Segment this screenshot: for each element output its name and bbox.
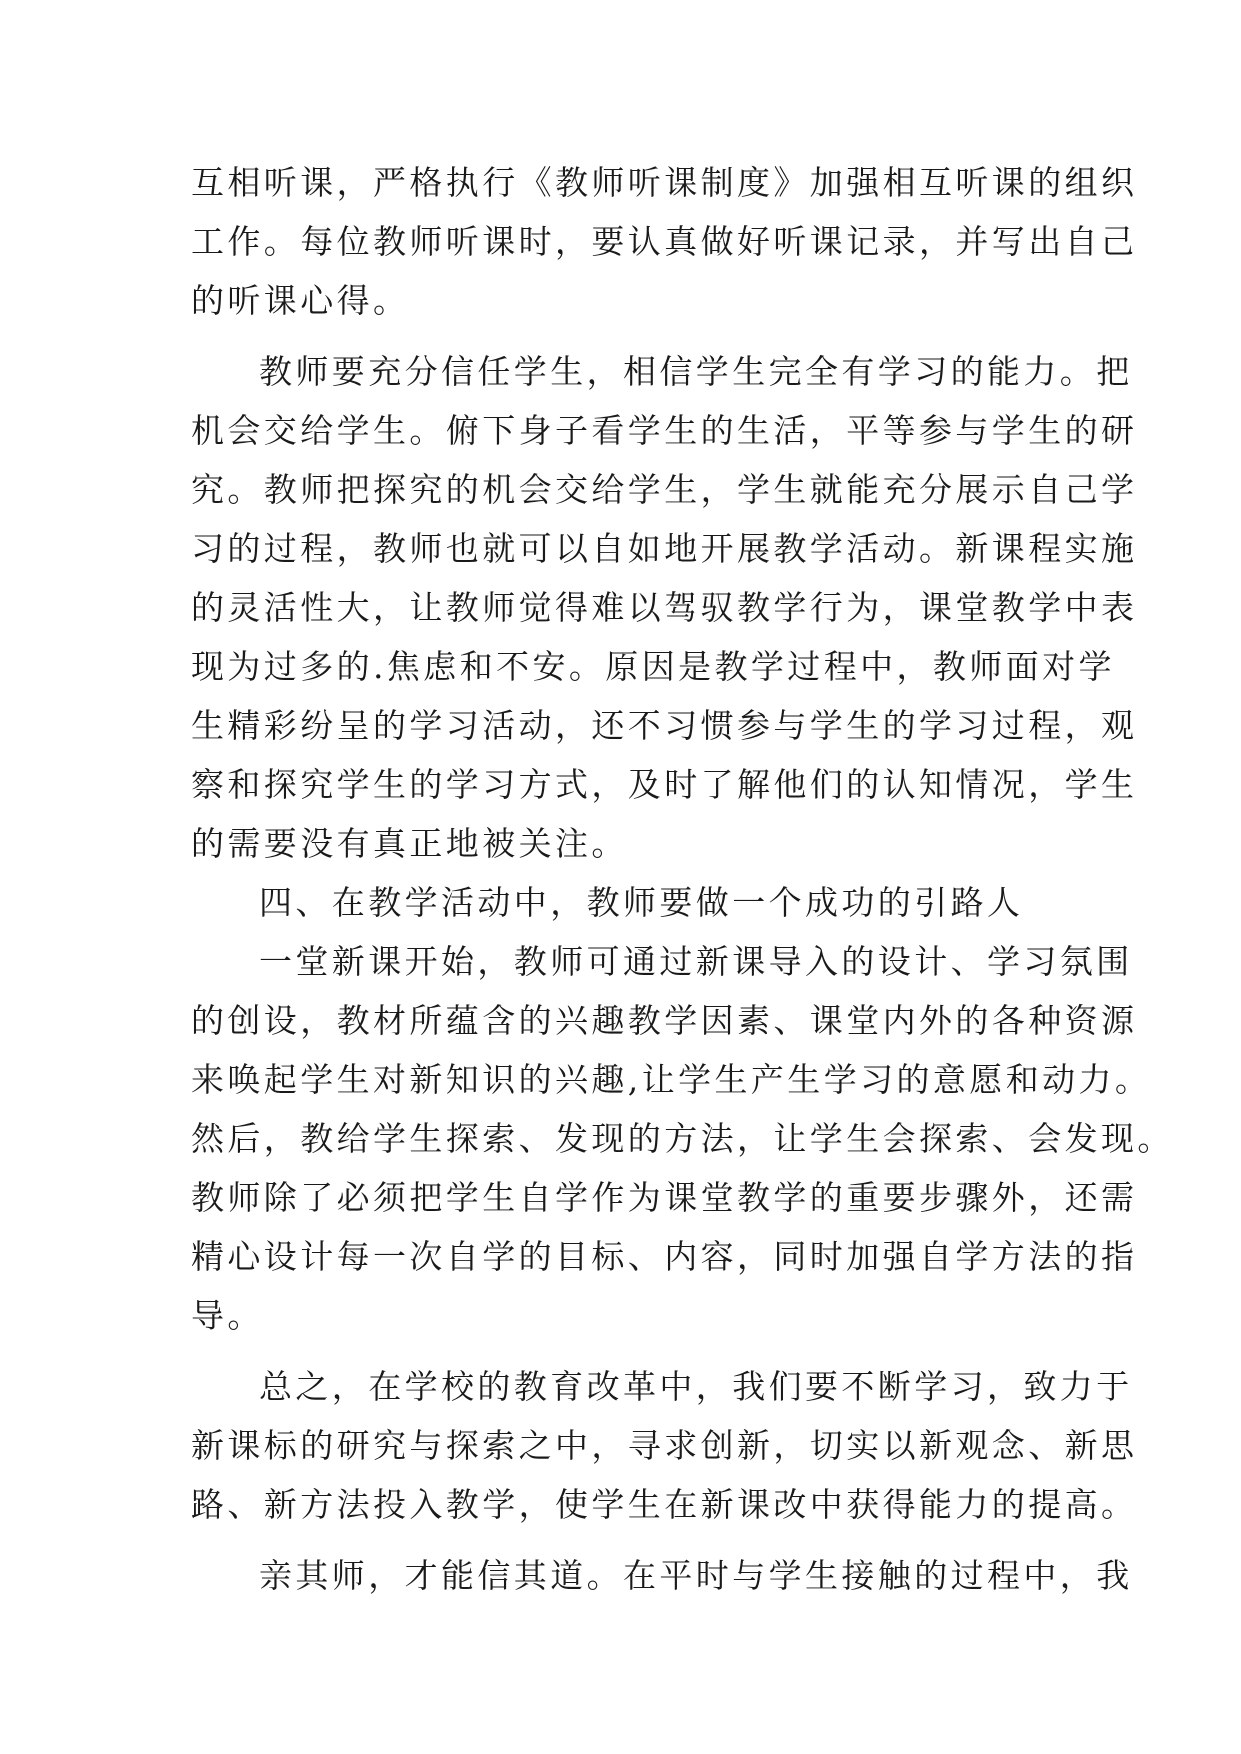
text-line: 一堂新课开始，教师可通过新课导入的设计、学习氛围: [259, 942, 1133, 981]
text-line: 的创设，教材所蕴含的兴趣教学因素、课堂内外的各种资源: [191, 1001, 1138, 1040]
text-line: 工作。每位教师听课时，要认真做好听课记录，并写出自己: [191, 222, 1138, 261]
paragraph-4: [191, 1357, 1138, 1534]
text-line: 习的过程，教师也就可以自如地开展教学活动。新课程实施: [191, 529, 1138, 568]
text-line: 的需要没有真正地被关注。: [191, 824, 628, 863]
text-line: 然后，教给学生探索、发现的方法，让学生会探索、会发现。: [191, 1119, 1174, 1158]
text-line: 机会交给学生。俯下身子看学生的生活，平等参与学生的研: [191, 411, 1138, 450]
text-line: 现为过多的.焦虑和不安。原因是教学过程中，教师面对学: [191, 647, 1115, 686]
text-line: 来唤起学生对新知识的兴趣,让学生产生学习的意愿和动力。: [191, 1060, 1152, 1099]
text-line: 察和探究学生的学习方式，及时了解他们的认知情况，学生: [191, 765, 1138, 804]
paragraph-2: [191, 342, 1138, 873]
text-line: 导。: [191, 1296, 264, 1335]
text-line: 的听课心得。: [191, 281, 410, 320]
text-line: 互相听课，严格执行《教师听课制度》加强相互听课的组织: [191, 163, 1138, 202]
paragraph-3: [191, 932, 1174, 1345]
text-line: 路、新方法投入教学，使学生在新课改中获得能力的提高。: [191, 1485, 1138, 1524]
text-line: 究。教师把探究的机会交给学生，学生就能充分展示自己学: [191, 470, 1138, 509]
text-line: 精心设计每一次自学的目标、内容，同时加强自学方法的指: [191, 1237, 1138, 1276]
text-line: 新课标的研究与探索之中，寻求创新，切实以新观念、新思: [191, 1426, 1138, 1465]
text-line: 生精彩纷呈的学习活动，还不习惯参与学生的学习过程，观: [191, 706, 1138, 745]
text-line: 教师要充分信任学生，相信学生完全有学习的能力。把: [259, 352, 1133, 391]
heading-line: 四、在教学活动中，教师要做一个成功的引路人: [259, 883, 1024, 922]
text-line: 亲其师，才能信其道。在平时与学生接触的过程中，我: [259, 1556, 1133, 1595]
paragraph-5: [191, 1546, 1133, 1605]
paragraph-1: [191, 153, 1138, 330]
body-text: [191, 153, 1174, 1605]
text-line: 教师除了必须把学生自学作为课堂教学的重要步骤外，还需: [191, 1178, 1138, 1217]
section-heading: [191, 873, 1051, 932]
text-line: 的灵活性大，让教师觉得难以驾驭教学行为，课堂教学中表: [191, 588, 1138, 627]
text-line: 总之，在学校的教育改革中，我们要不断学习，致力于: [259, 1367, 1133, 1406]
